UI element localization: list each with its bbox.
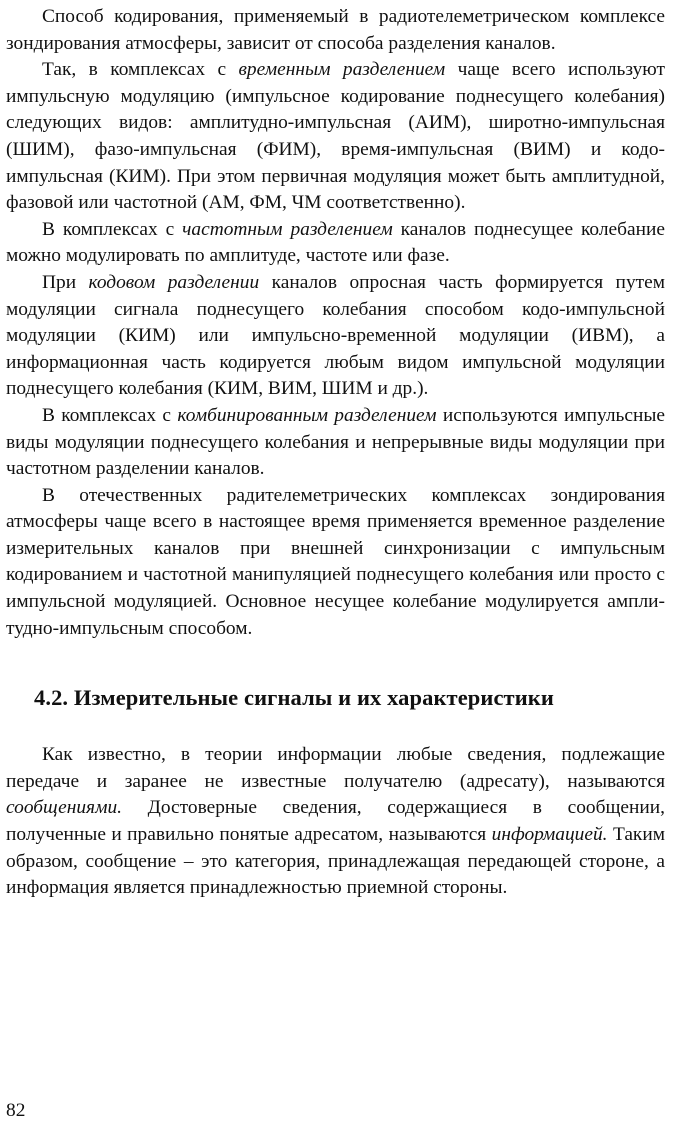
text-run: Так, в комплексах с: [42, 59, 239, 81]
paragraph-domestic-complexes: [6, 483, 665, 643]
text-run: каналов поднесущее колебание можно модулировать по амплитуде, частоте или фазе.: [6, 218, 665, 267]
page-number: 82: [6, 1100, 26, 1121]
text-run: Способ кодирования, применяемый в радиотелеметрическом комплексе зондирования атмосферы, зависит от способа разделения каналов.: [6, 6, 665, 54]
italic-term: временным разделением: [238, 59, 446, 81]
italic-term: комбинированным разделением: [177, 404, 437, 426]
text-block-bottom: [6, 742, 665, 902]
paragraph-time-division: [6, 57, 665, 217]
text-block-top: [6, 4, 665, 642]
text-run: каналов опросная часть формируется путем модуляции сигнала поднесущего колебания способом кодо-импульсной модуляции (КИМ) или импульсно-временной модуляции (ИВМ), а информационная часть кодируется любым видом импульсной модуляции поднесущего колебания (КИМ, ВИМ, ШИМ и др.).: [6, 271, 665, 400]
text-run: В комплексах с: [42, 218, 183, 240]
paragraph-code-division: [6, 270, 665, 403]
paragraph-frequency-division: [6, 217, 665, 270]
italic-term: кодовом разделении: [88, 271, 260, 293]
text-run: При: [42, 271, 89, 293]
text-run: Как известно, в теории информации любые сведения, подлежащие передаче и заранее не известные получателю (адресату), называются: [6, 744, 665, 792]
text-run: Таким образом, сообщение – это категория, принадлежащая передающей стороне, а информация является принадлежностью приемной стороны.: [6, 824, 665, 899]
italic-term: сообщениями.: [6, 797, 122, 819]
section-heading: 4.2. Измерительные сигналы и их характеристики: [34, 685, 554, 711]
text-run: чаще всего используют импульсную модуляцию (импульсное кодирование поднесущего колебания) следующих видов: амплитудно-импульсная (АИМ), широтно-импульсная (ШИМ), фазо-импульсная (ФИМ), время-импульсная (ВИМ) и кодо-импульсная (КИМ). При этом первичная модуляция может быть амплитудной, фазовой или частотной (АМ, ФМ, ЧМ соответственно).: [6, 59, 665, 214]
italic-term: информацией.: [491, 824, 608, 846]
paragraph-combined-division: [6, 403, 665, 483]
paragraph-coding-method: [6, 4, 665, 57]
text-run: используются импульсные виды модуляции поднесущего колебания и непрерывные виды модуляции при частотном разделении каналов.: [6, 404, 666, 480]
text-run: В комплексах с: [42, 404, 178, 426]
paragraph-information-theory: [6, 742, 665, 902]
text-run: В отечественных радителеметрических комплексах зондирования атмосферы чаще всего в настоящее время применяется временное разделение измерительных каналов при внешней синхронизации с импульсным кодированием и частотной манипуляцией поднесущего колебания или просто с импульсной модуляцией. Основное несущее колебание модулируется амплитудно-импульсным способом.: [6, 484, 665, 639]
text-run: Достоверные сведения, содержащиеся в сообщении, полученные и правильно понятые адресатом, называются: [6, 797, 665, 846]
italic-term: частотным разделением: [182, 218, 393, 240]
